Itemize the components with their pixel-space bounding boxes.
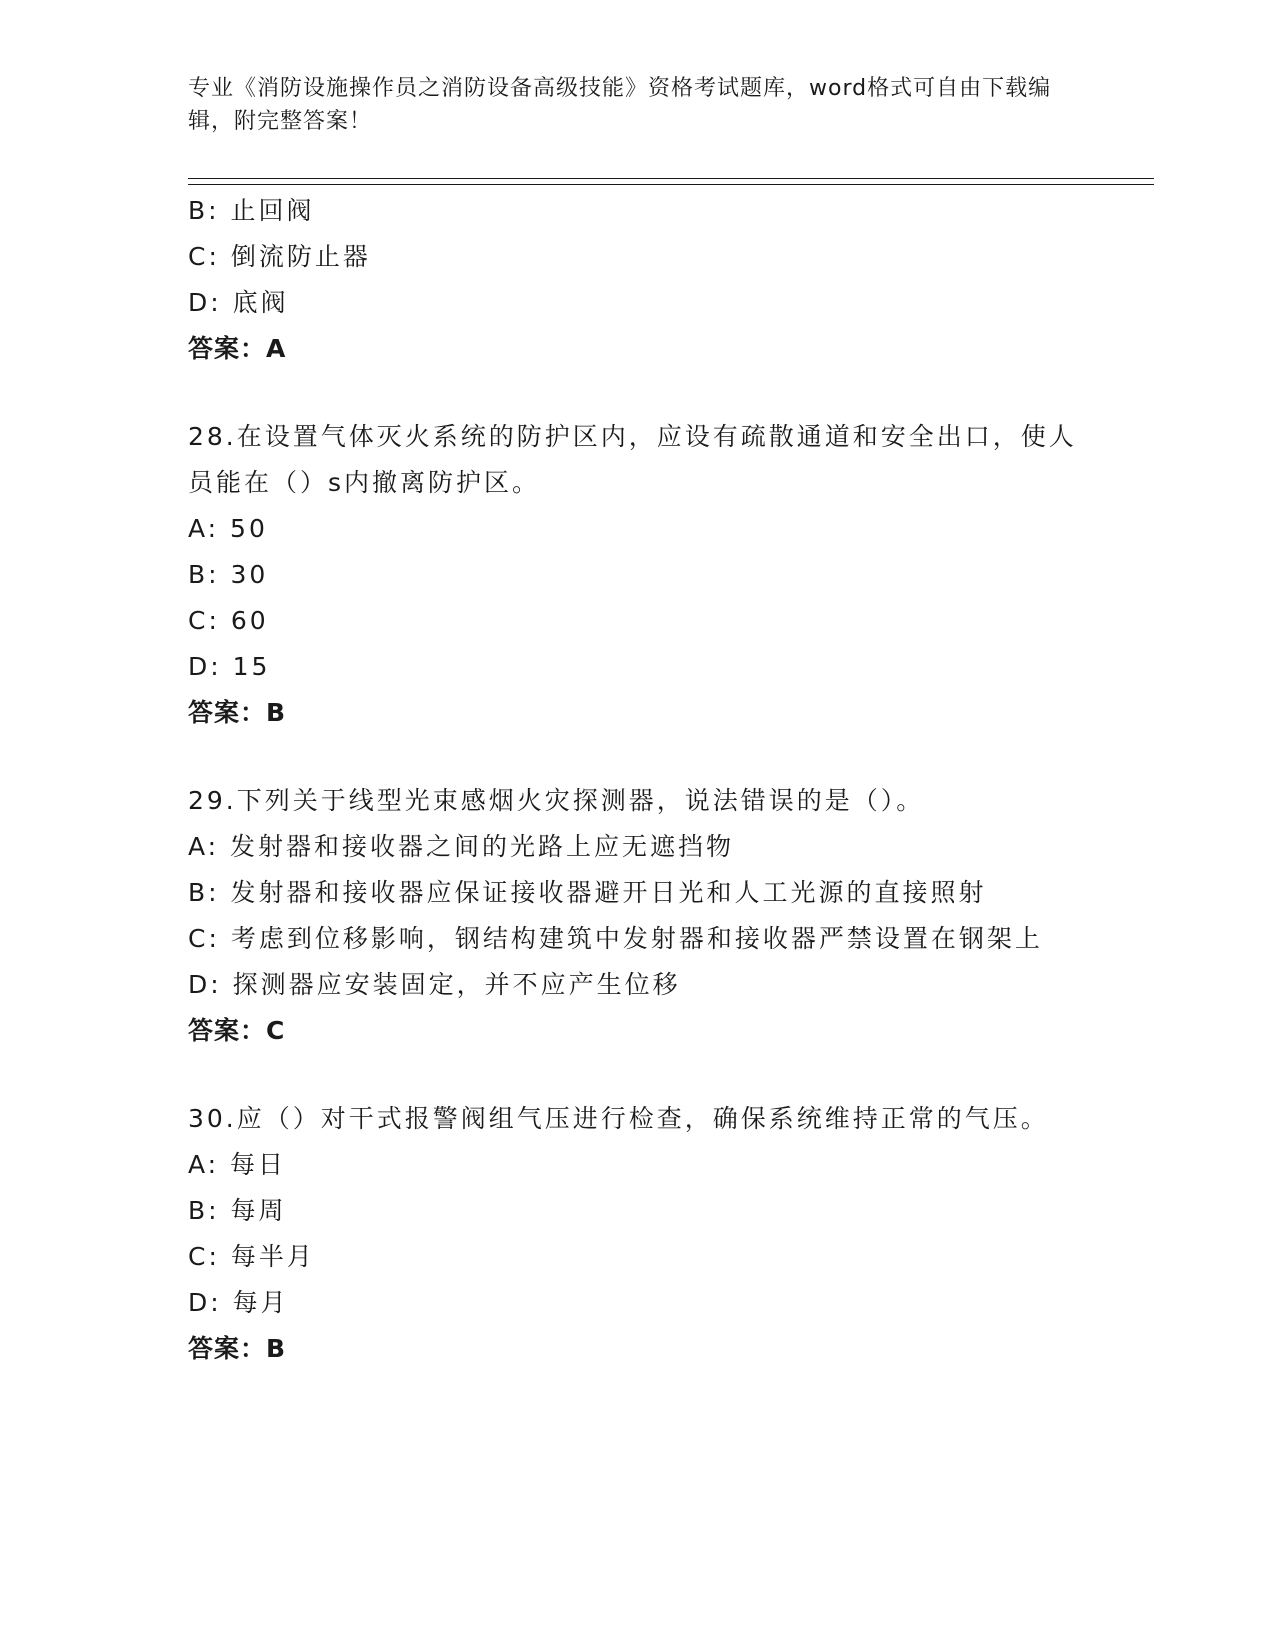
- question-29: [188, 778, 1088, 1054]
- option-c: C: 倒流防止器: [188, 242, 371, 271]
- option-letter: B: [188, 1196, 209, 1225]
- option-d: D: 探测器应安装固定，并不应产生位移: [188, 970, 681, 999]
- header-text: 专业《消防设施操作员之消防设备高级技能》资格考试题库，word格式可自由下载编辑，附完整答案！: [188, 76, 1052, 134]
- option-b: B: 30: [188, 560, 269, 589]
- option-text: 每周: [230, 1196, 287, 1225]
- option-d: D: 15: [188, 652, 271, 681]
- answer-line: 答案：B: [188, 1334, 287, 1363]
- question-list: [188, 188, 1088, 1372]
- header-double-rule: [188, 178, 1154, 185]
- option-c: C: 每半月: [188, 1242, 315, 1271]
- question-stem: [188, 778, 1088, 824]
- option-letter: A: [188, 832, 208, 861]
- option-text: 50: [230, 514, 268, 543]
- option-b: B: 止回阀: [188, 196, 315, 225]
- question-text: 在设置气体灭火系统的防护区内，应设有疏散通道和安全出口，使人员能在（）s内撤离防护区。: [188, 422, 1077, 497]
- question-28: [188, 414, 1088, 736]
- answer-line: 答案：A: [188, 334, 287, 363]
- question-number: 30.: [188, 1104, 237, 1133]
- option-text: 发射器和接收器之间的光路上应无遮挡物: [230, 832, 735, 861]
- page-header: [188, 72, 1068, 138]
- option-letter: D: [188, 970, 211, 999]
- answer-line: 答案：B: [188, 698, 287, 727]
- option-d: D: 每月: [188, 1288, 289, 1317]
- option-text: 探测器应安装固定，并不应产生位移: [232, 970, 681, 999]
- option-text: 每半月: [230, 1242, 315, 1271]
- option-text: 60: [230, 606, 269, 635]
- question-text: 应（）对干式报警阀组气压进行检查，确保系统维持正常的气压。: [236, 1104, 1049, 1133]
- partial-question: [188, 188, 1088, 372]
- option-letter: B: [188, 560, 209, 589]
- question-30: [188, 1096, 1088, 1372]
- option-text: 每月: [232, 1288, 289, 1317]
- option-a: A: 50: [188, 514, 268, 543]
- option-letter: B: [188, 196, 209, 225]
- option-letter: C: [188, 924, 209, 953]
- question-stem: [188, 414, 1088, 506]
- option-letter: D: [188, 1288, 211, 1317]
- option-letter: A: [188, 1150, 208, 1179]
- option-letter: A: [188, 514, 208, 543]
- option-b: B: 每周: [188, 1196, 287, 1225]
- option-text: 发射器和接收器应保证接收器避开日光和人工光源的直接照射: [230, 878, 987, 907]
- question-stem: [188, 1096, 1088, 1142]
- option-c: C: 考虑到位移影响，钢结构建筑中发射器和接收器严禁设置在钢架上: [188, 924, 1043, 953]
- option-d: D: 底阀: [188, 288, 289, 317]
- question-number: 28.: [188, 422, 237, 451]
- option-letter: D: [188, 288, 211, 317]
- option-text: 倒流防止器: [230, 242, 371, 271]
- option-a: A: 每日: [188, 1150, 287, 1179]
- question-number: 29.: [188, 786, 237, 815]
- answer-line: 答案：C: [188, 1016, 286, 1045]
- option-letter: C: [188, 606, 209, 635]
- option-c: C: 60: [188, 606, 269, 635]
- option-text: 止回阀: [230, 196, 315, 225]
- question-text: 下列关于线型光束感烟火灾探测器，说法错误的是（）。: [236, 786, 925, 815]
- option-text: 30: [230, 560, 269, 589]
- option-text: 底阀: [232, 288, 289, 317]
- option-text: 15: [232, 652, 271, 681]
- option-text: 每日: [230, 1150, 287, 1179]
- option-b: B: 发射器和接收器应保证接收器避开日光和人工光源的直接照射: [188, 878, 987, 907]
- option-letter: D: [188, 652, 211, 681]
- option-text: 考虑到位移影响，钢结构建筑中发射器和接收器严禁设置在钢架上: [230, 924, 1043, 953]
- option-letter: B: [188, 878, 209, 907]
- option-letter: C: [188, 242, 209, 271]
- option-letter: C: [188, 1242, 209, 1271]
- option-a: A: 发射器和接收器之间的光路上应无遮挡物: [188, 832, 735, 861]
